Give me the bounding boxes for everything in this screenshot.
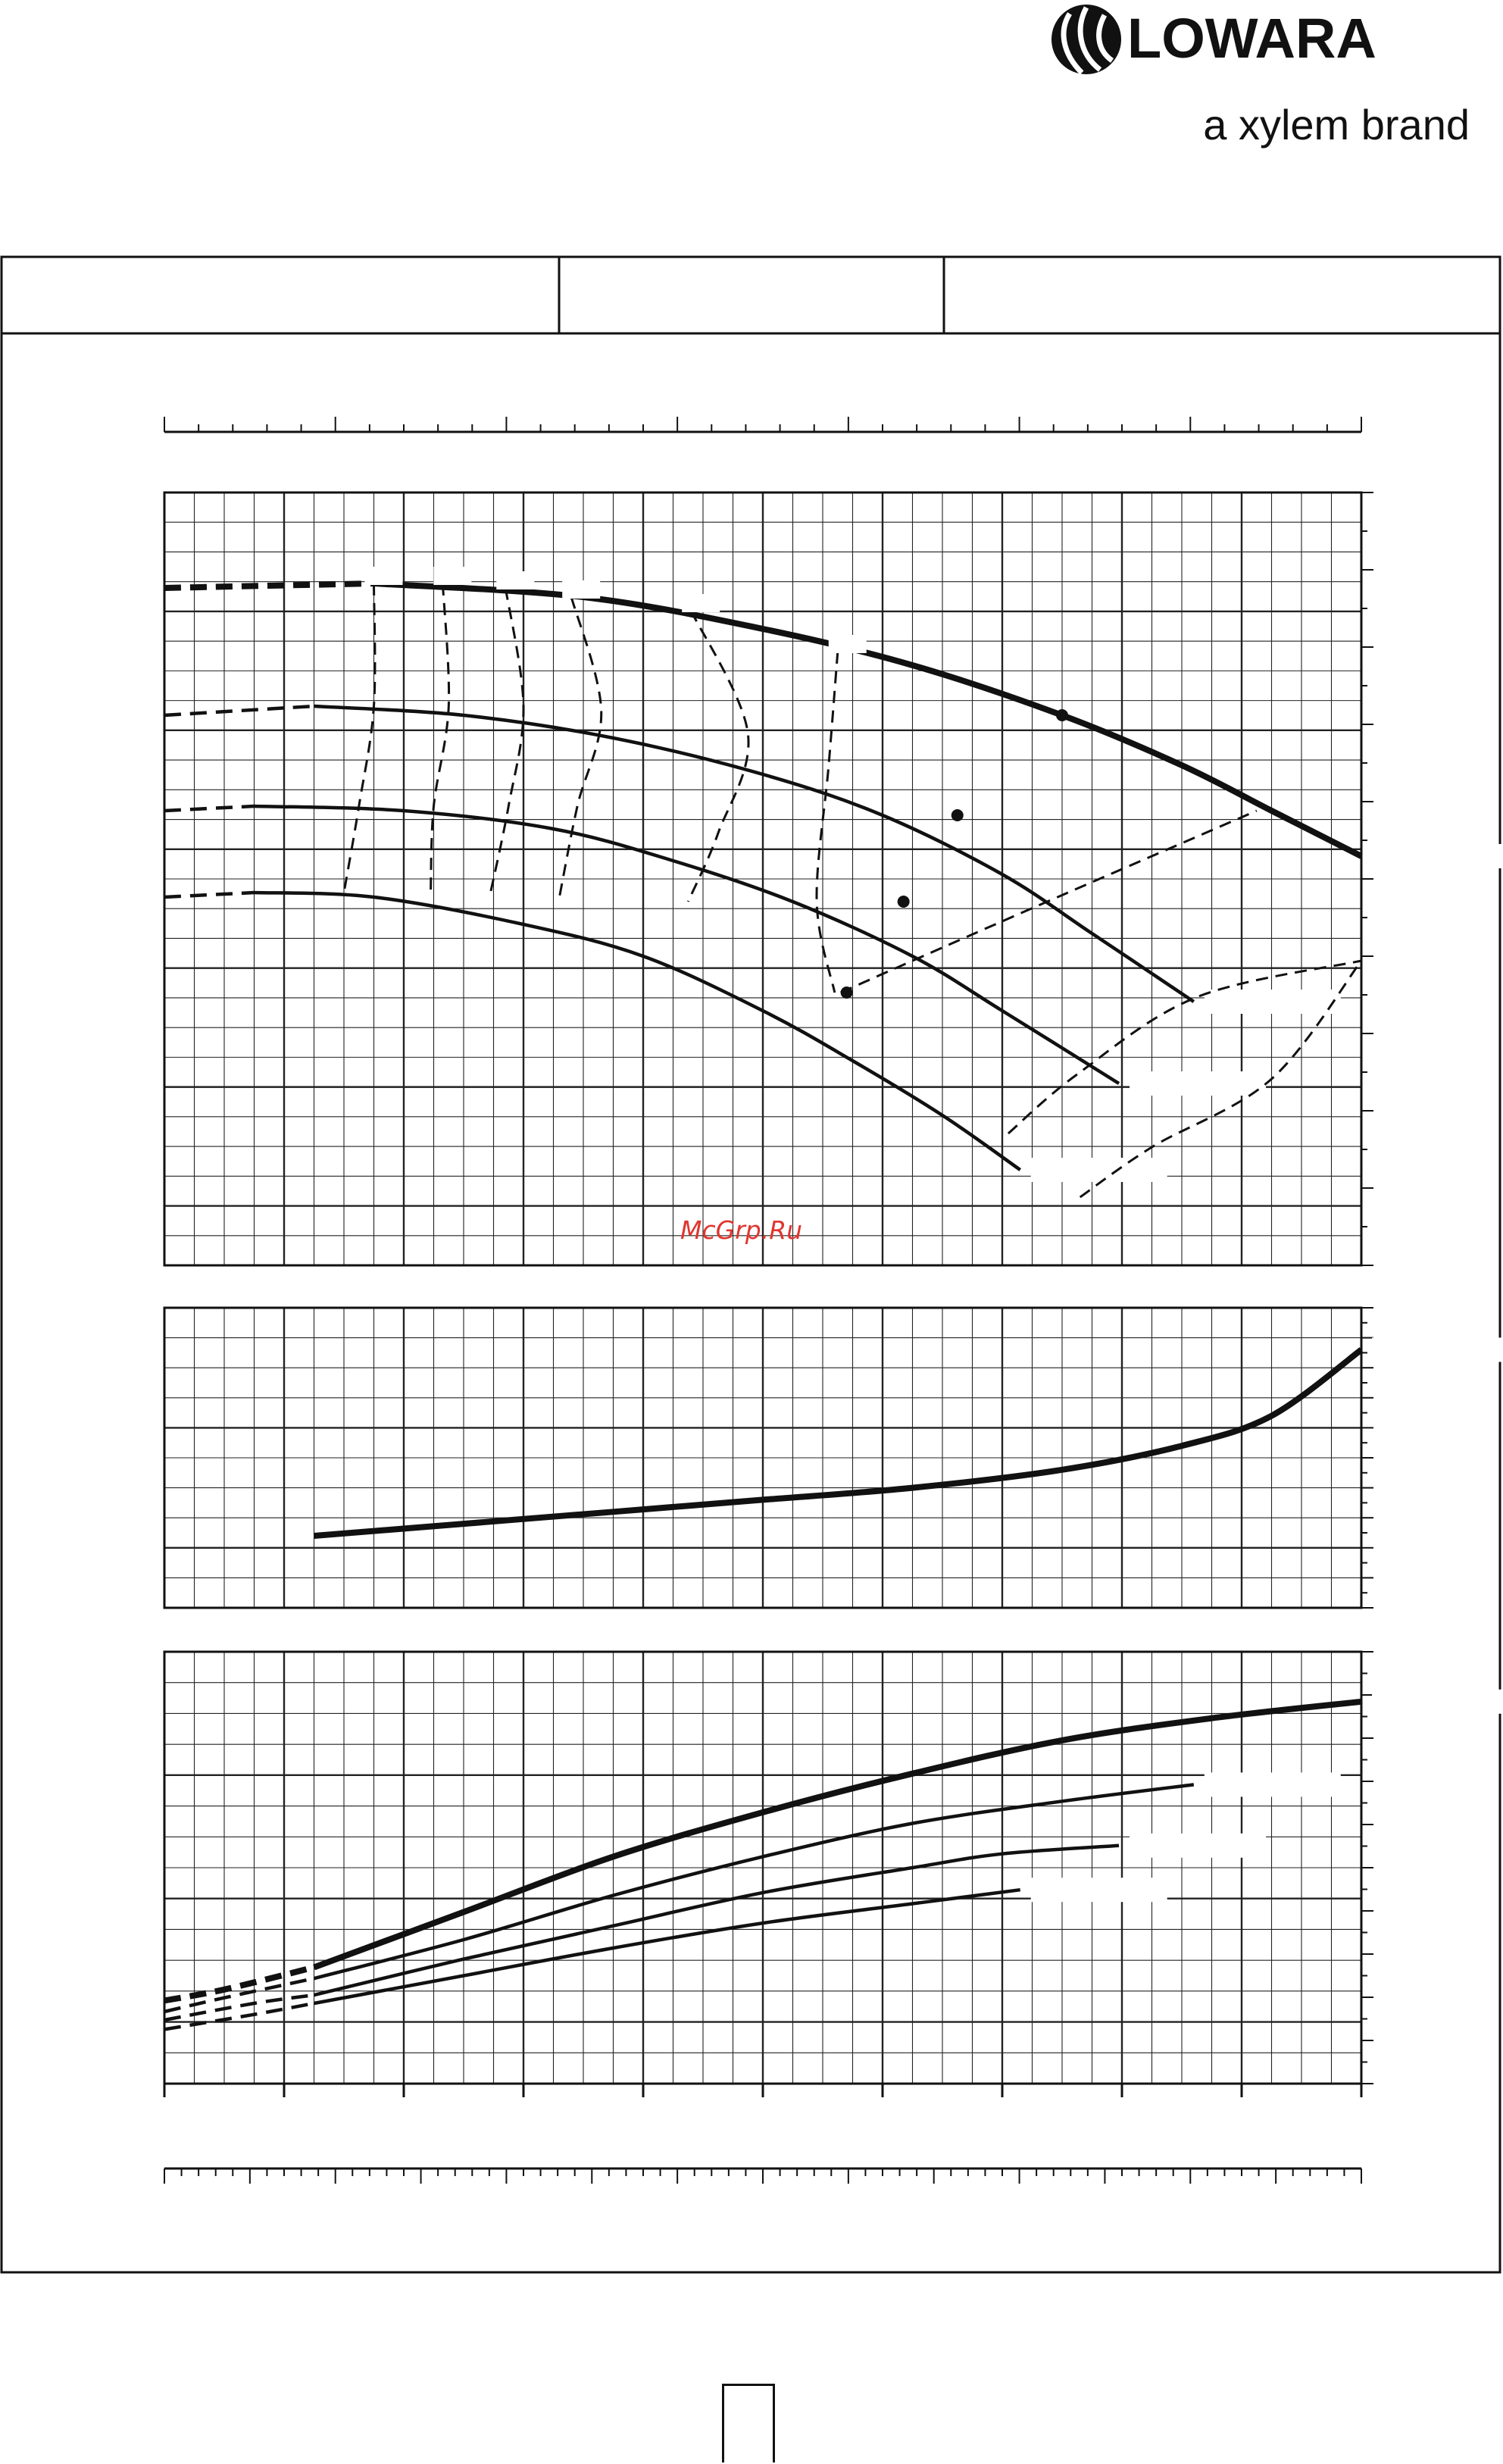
curve-label-box	[1130, 1834, 1266, 1858]
series-line-dashed	[164, 706, 314, 715]
watermark-text: McGrp.Ru	[680, 1215, 803, 1245]
power-chart	[164, 1652, 1503, 2097]
curve-label-box	[1372, 1690, 1503, 1714]
series-line	[255, 893, 1020, 1170]
npsh-chart	[164, 1308, 1503, 1608]
brand-name: LOWARA	[1127, 7, 1376, 70]
efficiency-label-box	[433, 567, 471, 585]
series-line	[314, 1890, 1020, 2003]
efficiency-isoline	[491, 588, 524, 893]
bep-point	[951, 809, 964, 821]
efficiency-label-box	[829, 635, 867, 653]
series-line-dashed	[164, 806, 255, 811]
curve-label-box	[1372, 844, 1503, 868]
efficiency-label-box	[496, 571, 534, 589]
curve-label-box	[1031, 1158, 1167, 1182]
head-chart	[164, 492, 1503, 1265]
series-line	[374, 583, 1362, 856]
bep-point	[1056, 709, 1068, 721]
curve-label-box	[1130, 1071, 1266, 1096]
top-axis-scale	[164, 417, 1361, 432]
curve-label-box	[1205, 1772, 1341, 1796]
efficiency-label-box	[682, 594, 720, 612]
efficiency-isoline	[817, 652, 838, 993]
efficiency-isoline	[344, 583, 375, 893]
efficiency-isoline	[559, 597, 601, 897]
efficiency-label-box	[365, 567, 403, 585]
curve-label-box	[1031, 1878, 1167, 1902]
series-line	[314, 1349, 1362, 1536]
bottom-axis-scale	[164, 2169, 1361, 2184]
curve-label-box	[1205, 990, 1341, 1014]
series-line-dashed	[164, 2003, 314, 2029]
bep-point	[898, 896, 910, 908]
brand-tagline: a xylem brand	[1203, 101, 1470, 149]
bep-point	[841, 987, 853, 999]
series-line-dashed	[164, 583, 374, 588]
page-number-tab	[722, 2384, 775, 2462]
series-line	[255, 806, 1120, 1083]
efficiency-label-box	[562, 580, 600, 599]
curve-label-box	[1372, 1337, 1503, 1362]
series-line-dashed	[164, 893, 255, 897]
